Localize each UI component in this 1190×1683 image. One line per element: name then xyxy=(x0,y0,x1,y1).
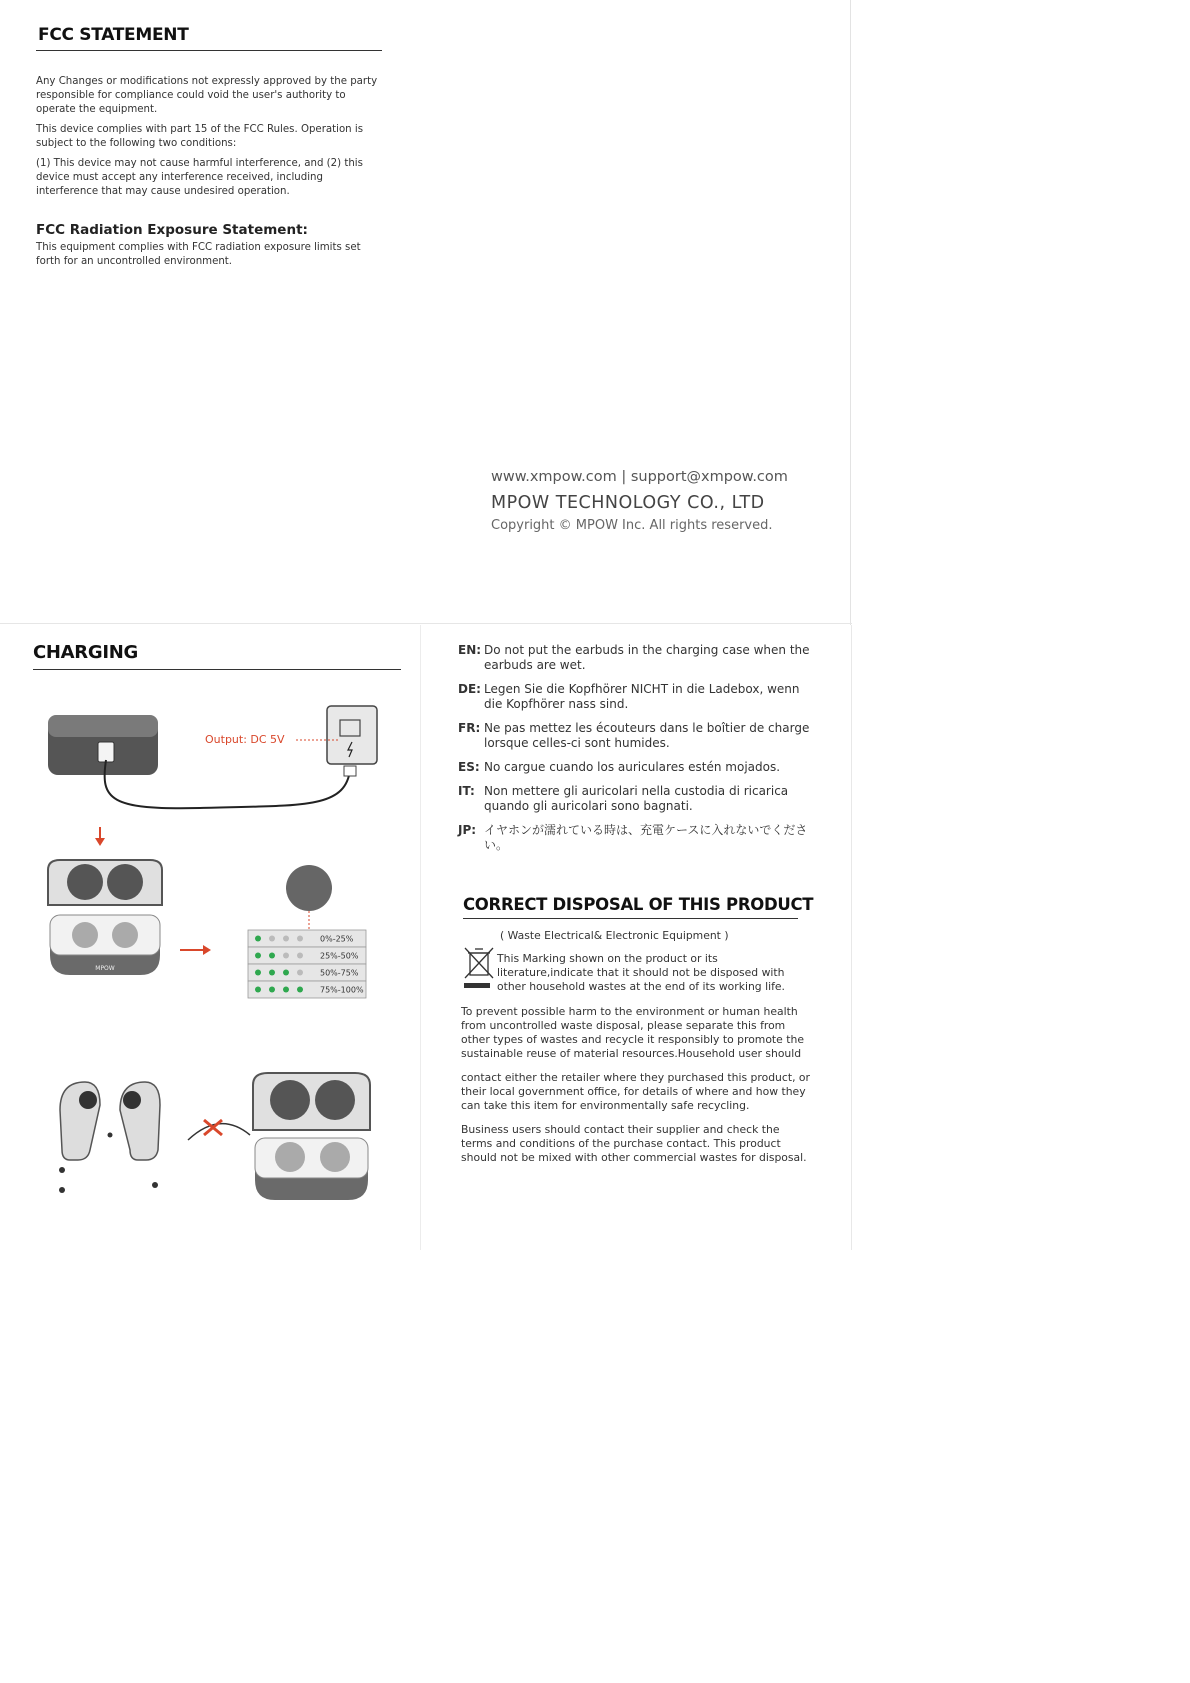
disposal-rule xyxy=(463,918,798,919)
warning-language-code: IT: xyxy=(458,784,475,798)
warnings-list xyxy=(458,643,818,862)
led-dot xyxy=(283,936,289,942)
warning-text: Do not put the earbuds in the charging case when the earbuds are wet. xyxy=(484,643,810,672)
zoom-led-circle xyxy=(286,865,332,911)
fcc-title: FCC STATEMENT xyxy=(38,25,189,45)
arrow-right-icon xyxy=(180,945,211,955)
led-dot xyxy=(255,936,261,942)
led-dot xyxy=(255,953,261,959)
power-adapter-icon xyxy=(327,706,377,776)
led-dot xyxy=(297,936,303,942)
fcc-radiation-title: FCC Radiation Exposure Statement: xyxy=(36,222,308,238)
fcc-rule xyxy=(36,50,382,51)
warning-language-code: FR: xyxy=(458,721,481,735)
charging-rule xyxy=(33,669,401,670)
disposal-subtitle: ( Waste Electrical& Electronic Equipment ) xyxy=(500,929,729,942)
led-dot xyxy=(297,987,303,993)
battery-led-table xyxy=(248,930,366,998)
company-name: MPOW TECHNOLOGY CO., LTD xyxy=(491,493,765,513)
led-dot xyxy=(297,953,303,959)
led-level-label: 25%-50% xyxy=(320,951,359,961)
led-dot xyxy=(283,970,289,976)
led-dot xyxy=(269,987,275,993)
led-dot xyxy=(283,987,289,993)
charging-title: CHARGING xyxy=(33,642,138,663)
case-brand-label: MPOW xyxy=(95,965,115,972)
warning-text: イヤホンが濡れている時は、充電ケースに入れないでください。 xyxy=(484,823,808,852)
warning-row xyxy=(458,823,818,853)
disposal-paragraph-1: To prevent possible harm to the environment or human health from uncontrolled waste disposal, please separate this from other types of wastes and recycle it responsibly to promote the sustainable reuse of material resources.Household user should xyxy=(461,1005,804,1060)
charging-illustration xyxy=(0,690,420,1235)
warning-language-code: JP: xyxy=(458,823,477,837)
disposal-title: CORRECT DISPOSAL OF THIS PRODUCT xyxy=(463,895,814,914)
fcc-body xyxy=(36,75,378,205)
warning-row xyxy=(458,643,818,673)
led-level-label: 50%-75% xyxy=(320,968,359,978)
copyright-text: Copyright © MPOW Inc. All rights reserved. xyxy=(491,518,773,533)
fold-line-right-bottom xyxy=(851,625,852,1250)
led-dot xyxy=(269,936,275,942)
weee-bin-icon xyxy=(462,945,496,991)
warning-row xyxy=(458,760,818,775)
disposal-paragraph-2: contact either the retailer where they purchased this product, or their local government office, for details of where and how they can take this item for environmentally safe recycling. xyxy=(461,1071,810,1112)
disposal-marking: This Marking shown on the product or its literature,indicate that it should not be disposed with other household wastes at the end of its working life. xyxy=(497,952,785,993)
warning-text: No cargue cuando los auriculares estén mojados. xyxy=(484,760,781,774)
open-case-bottom xyxy=(253,1073,370,1200)
led-dot xyxy=(283,953,289,959)
led-dot xyxy=(255,970,261,976)
led-level-label: 75%-100% xyxy=(320,985,364,995)
fold-line-horizontal xyxy=(0,623,852,624)
warning-row xyxy=(458,682,818,712)
fold-line-vertical-top xyxy=(850,0,851,625)
fcc-radiation-text: This equipment complies with FCC radiation exposure limits set forth for an uncontrolled environment. xyxy=(36,242,361,267)
fcc-paragraph-2: This device complies with part 15 of the FCC Rules. Operation is subject to the following two conditions: xyxy=(36,124,364,149)
warning-text: Non mettere gli auricolari nella custodia di ricarica quando gli auricolari sono bagnati. xyxy=(484,784,789,813)
warning-language-code: ES: xyxy=(458,760,480,774)
charging-case-front xyxy=(48,715,158,775)
led-level-label: 0%-25% xyxy=(320,934,354,944)
output-label: Output: DC 5V xyxy=(205,733,285,746)
warning-language-code: DE: xyxy=(458,682,481,696)
led-dot xyxy=(297,970,303,976)
warning-text: Legen Sie die Kopfhörer NICHT in die Ladebox, wenn die Kopfhörer nass sind. xyxy=(484,682,800,711)
led-dot xyxy=(269,953,275,959)
fcc-paragraph-1: Any Changes or modifications not expressly approved by the party responsible for compliance could void the user's authority to operate the equipment. xyxy=(36,76,378,115)
disposal-body xyxy=(461,1005,811,1171)
fold-line-vertical-bottom xyxy=(420,625,421,1250)
disposal-paragraph-3: Business users should contact their supplier and check the terms and conditions of the purchase contact. This product should not be mixed with other commercial wastes for disposal. xyxy=(461,1123,807,1164)
open-case-with-earbuds xyxy=(48,860,162,975)
wet-earbuds-icon xyxy=(59,1082,160,1193)
warning-text: Ne pas mettez les écouteurs dans le boîtier de charge lorsque celles-ci sont humides. xyxy=(484,721,810,750)
warning-row xyxy=(458,784,818,814)
cross-arrow-icon xyxy=(188,1120,250,1140)
contact-line: www.xmpow.com | support@xmpow.com xyxy=(491,469,788,485)
fcc-paragraph-3: (1) This device may not cause harmful interference, and (2) this device must accept any interference received, including interference that may cause undesired operation. xyxy=(36,158,363,197)
led-dot xyxy=(269,970,275,976)
warning-row xyxy=(458,721,818,751)
led-dot xyxy=(255,987,261,993)
arrow-down-icon xyxy=(95,827,105,846)
warning-language-code: EN: xyxy=(458,643,482,657)
